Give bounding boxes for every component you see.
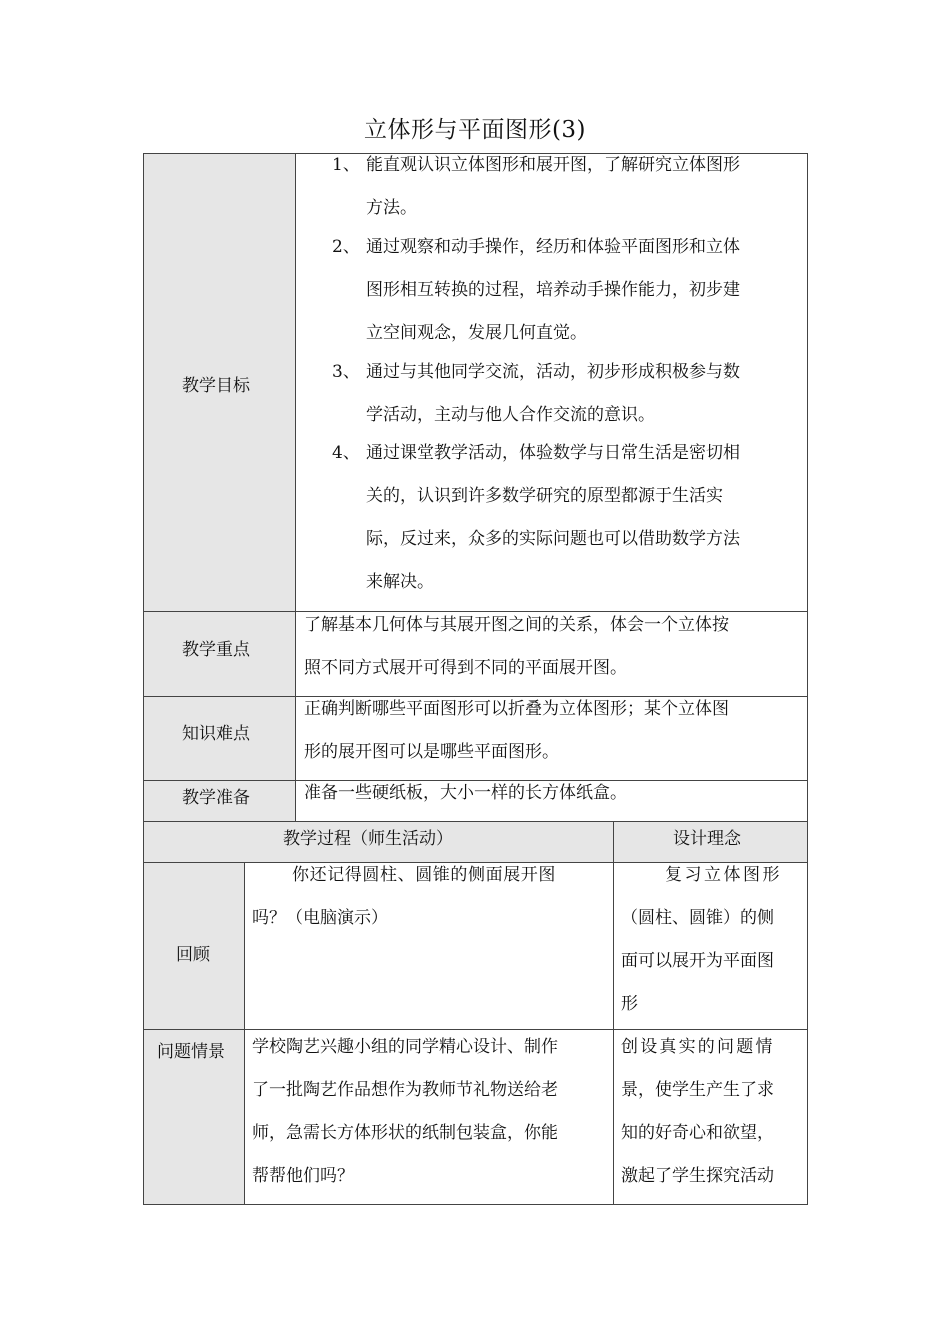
- scenario-design-line: 激起了学生探究活动: [621, 1166, 774, 1186]
- goal-number: 4、: [332, 443, 360, 463]
- review-line: 你还记得圆柱、圆锥的侧面展开图: [292, 865, 556, 885]
- goal-text: 来解决。: [366, 572, 434, 592]
- goal-text: 通过与其他同学交流，活动，初步形成积极参与数: [366, 362, 740, 382]
- goals-label: 教学目标: [182, 376, 250, 396]
- scenario-text: [252, 1026, 612, 1198]
- goal-text: 方法。: [366, 198, 417, 218]
- difficulty-line: 正确判断哪些平面图形可以折叠为立体图形；某个立体图: [304, 699, 729, 719]
- key-point-label: 教学重点: [182, 640, 250, 660]
- goal-number: 2、: [332, 237, 360, 257]
- goal-text: 立空间观念，发展几何直觉。: [366, 323, 587, 343]
- goal-text: 图形相互转换的过程，培养动手操作能力，初步建: [366, 280, 740, 300]
- review-label: 回顾: [176, 945, 210, 965]
- goal-text: 关的，认识到许多数学研究的原型都源于生活实: [366, 486, 723, 506]
- scenario-design-line: 创设真实的问题情: [621, 1037, 775, 1057]
- page-title: 立体形与平面图形(3): [363, 117, 587, 143]
- scenario-line: 师，急需长方体形状的纸制包装盒，你能: [252, 1123, 558, 1143]
- review-design-line: 面可以展开为平面图: [621, 951, 774, 971]
- scenario-line: 学校陶艺兴趣小组的同学精心设计、制作: [252, 1037, 558, 1057]
- design-header: 设计理念: [673, 829, 741, 849]
- goal-item-1: [332, 144, 802, 230]
- review-line: 吗？（电脑演示）: [252, 908, 388, 928]
- process-header: 教学过程（师生活动）: [283, 829, 453, 849]
- goal-item-3: [332, 351, 802, 437]
- goal-text: 能直观认识立体图形和展开图，了解研究立体图形: [366, 155, 740, 175]
- goal-text: 际，反过来，众多的实际问题也可以借助数学方法: [366, 529, 740, 549]
- key-point-line: 了解基本几何体与其展开图之间的关系，体会一个立体按: [304, 615, 729, 635]
- preparation-label: 教学准备: [182, 788, 250, 808]
- review-design-line: 复习立体图形: [665, 865, 782, 885]
- preparation-text: 准备一些硬纸板，大小一样的长方体纸盒。: [304, 783, 627, 803]
- scenario-design-line: 知的好奇心和欲望，: [621, 1123, 774, 1143]
- difficulty-text: [304, 688, 804, 774]
- key-point-text: [304, 604, 804, 690]
- difficulty-line: 形的展开图可以是哪些平面图形。: [304, 742, 559, 762]
- goal-number: 1、: [332, 155, 360, 175]
- key-point-line: 照不同方式展开可得到不同的平面展开图。: [304, 658, 627, 678]
- goal-item-4: [332, 432, 802, 604]
- review-design-text: [621, 854, 803, 1026]
- goal-number: 3、: [332, 362, 360, 382]
- scenario-design-line: 景，使学生产生了求: [621, 1080, 774, 1100]
- scenario-design-text: [621, 1026, 803, 1198]
- review-text: [252, 854, 608, 940]
- difficulty-label: 知识难点: [182, 724, 250, 744]
- scenario-line: 帮帮他们吗？: [252, 1166, 354, 1186]
- goal-text: 学活动，主动与他人合作交流的意识。: [366, 405, 655, 425]
- review-design-line: （圆柱、圆锥）的侧: [621, 908, 774, 928]
- scenario-label: 问题情景: [157, 1042, 225, 1062]
- goal-text: 通过观察和动手操作，经历和体验平面图形和立体: [366, 237, 740, 257]
- goal-text: 通过课堂教学活动，体验数学与日常生活是密切相: [366, 443, 740, 463]
- scenario-line: 了一批陶艺作品想作为教师节礼物送给老: [252, 1080, 558, 1100]
- review-design-line: 形: [621, 994, 638, 1014]
- goal-item-2: [332, 226, 802, 355]
